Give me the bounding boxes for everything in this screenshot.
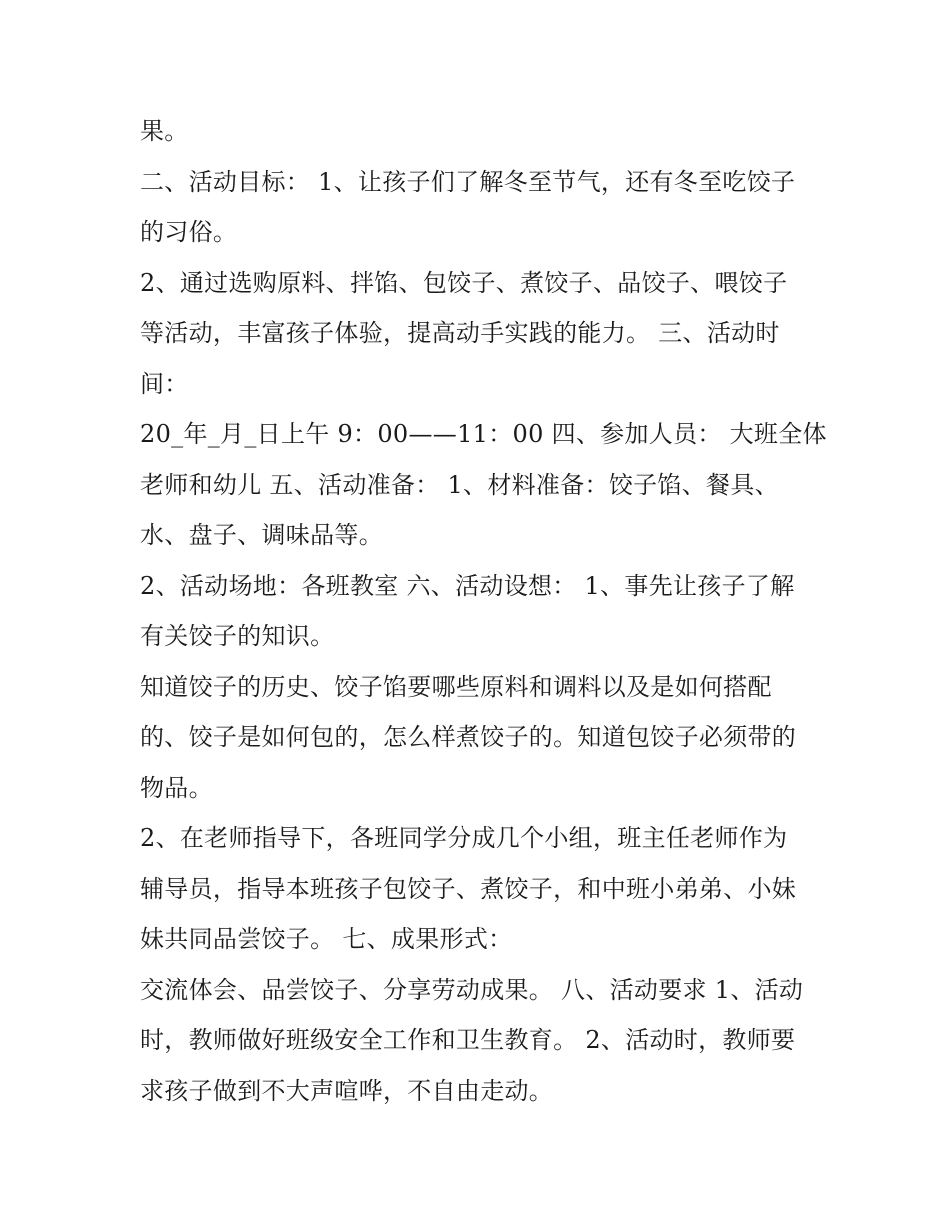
text-line: 水、盘子、调味品等。 — [140, 521, 383, 549]
text-line: 2、通过选购原料、拌馅、包饺子、煮饺子、品饺子、喂饺子 — [140, 268, 788, 297]
text-line: 老师和幼儿 五、活动准备： 1、材料准备：饺子馅、餐具、 — [140, 470, 779, 499]
text-line: 知道饺子的历史、饺子馅要哪些原料和调料以及是如何搭配 — [140, 672, 772, 701]
text-line: 的、饺子是如何包的，怎么样煮饺子的。知道包饺子必须带的 — [140, 723, 797, 751]
text-line: 物品。 — [140, 773, 213, 802]
text-line: 果。 — [140, 117, 189, 145]
text-line: 2、在老师指导下，各班同学分成几个小组，班主任老师作为 — [140, 824, 788, 852]
text-line: 辅导员，指导本班孩子包饺子、煮饺子，和中班小弟弟、小妹 — [140, 874, 797, 903]
text-line: 等活动，丰富孩子体验，提高动手实践的能力。 三、活动时 — [140, 319, 780, 347]
text-line: 妹共同品尝饺子。 七、成果形式： — [140, 925, 513, 953]
text-line: 时，教师做好班级安全工作和卫生教育。 2、活动时，教师要 — [140, 1026, 796, 1054]
text-line: 的习俗。 — [140, 218, 238, 246]
text-line: 2、活动场地：各班教室 六、活动设想： 1、事先让孩子了解 — [140, 571, 795, 600]
text-line: 求孩子做到不大声喧哗，不自由走动。 — [140, 1076, 554, 1105]
text-line: 二、活动目标： 1、让孩子们了解冬至节气，还有冬至吃饺子 — [140, 167, 796, 196]
text-line: 间： — [140, 369, 189, 398]
text-line: 有关饺子的知识。 — [140, 622, 335, 650]
text-line: 20_年_月_日上午 9：00——11：00 四、参加人员： 大班全体 — [140, 420, 827, 448]
text-line: 交流体会、品尝饺子、分享劳动成果。 八、活动要求 1、活动 — [140, 975, 804, 1004]
document-body — [140, 106, 827, 1116]
